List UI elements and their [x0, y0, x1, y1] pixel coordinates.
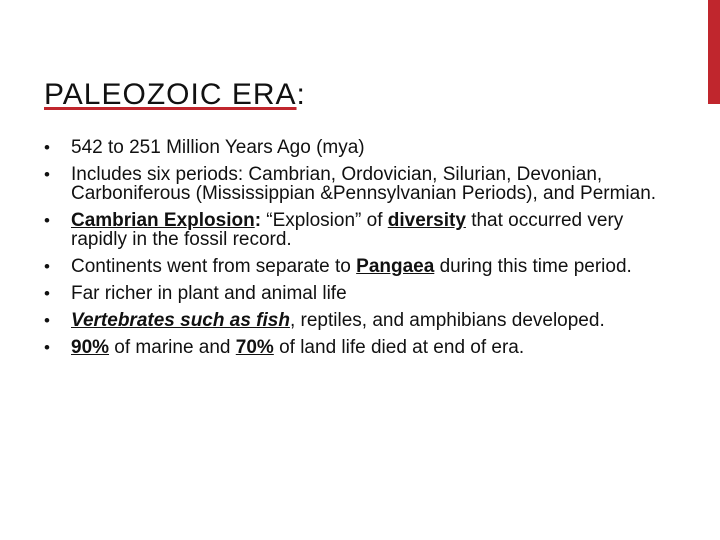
term-colon: : [254, 210, 262, 231]
pangaea-term: Pangaea [356, 256, 435, 277]
bullet-text: Includes six periods: Cambrian, Ordovician, Silurian, Devonian, Carboniferous (Mississippian &Pennsylvanian Periods), and Permian. [71, 164, 657, 204]
bullet-text: that occurred very rapidly in the fossil record. [71, 210, 624, 250]
title-text: PALEOZOIC ERA [44, 78, 297, 111]
bullet-comma: , [289, 310, 296, 331]
bullet-periods [44, 165, 684, 203]
slide-title [44, 78, 306, 112]
bullet-time-range [44, 138, 684, 157]
bullet-text: Continents went from separate to [71, 256, 357, 277]
bullet-vertebrates [44, 311, 684, 330]
bullet-life [44, 284, 684, 303]
bullet-list [44, 138, 684, 365]
bullet-text: Far richer in plant and animal life [71, 283, 347, 304]
bullet-text: during this time period. [434, 256, 632, 277]
accent-bar [708, 0, 720, 104]
title-colon: : [296, 78, 306, 111]
diversity-term: diversity [387, 210, 466, 231]
bullet-text: of land life died at end of era. [273, 337, 525, 358]
bullet-text: of marine and [109, 337, 236, 358]
cambrian-explosion-term: Cambrian Explosion [71, 210, 255, 231]
bullet-pangaea [44, 257, 684, 276]
vertebrates-term: Vertebrates such as fish [71, 310, 290, 331]
bullet-extinction [44, 338, 684, 357]
bullet-cambrian-explosion [44, 211, 684, 249]
bullet-text: 542 to 251 Million Years Ago (mya) [71, 137, 365, 158]
land-percent: 70% [235, 337, 274, 358]
bullet-text: reptiles, and amphibians developed. [295, 310, 605, 331]
marine-percent: 90% [71, 337, 110, 358]
bullet-text: “Explosion” of [261, 210, 388, 231]
